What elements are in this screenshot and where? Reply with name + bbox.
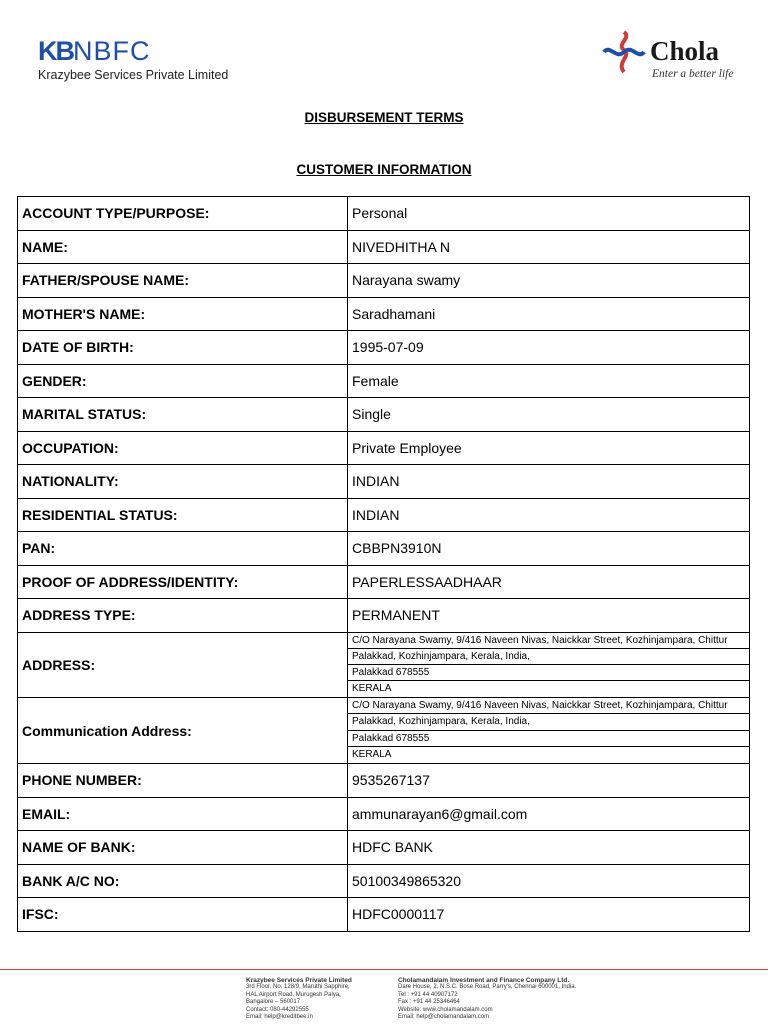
row-label: IFSC: <box>18 898 348 932</box>
footer-left-line: Email: help@kreditbee.in <box>246 1014 313 1021</box>
kb-logo-mark: KB <box>38 36 73 66</box>
address-row <box>18 632 750 698</box>
table-row <box>18 297 750 331</box>
section-title: CUSTOMER INFORMATION <box>296 162 472 177</box>
row-value: Saradhamani <box>348 297 750 331</box>
document-title: DISBURSEMENT TERMS <box>304 110 464 125</box>
krazybee-company-name: Krazybee Services Private Limited <box>38 68 229 82</box>
communication-address-line: Palakkad, Kozhinjampara, Kerala, India, <box>348 714 749 730</box>
row-value: HDFC0000117 <box>348 898 750 932</box>
address-line: Palakkad, Kozhinjampara, Kerala, India, <box>348 649 749 665</box>
row-label: NAME OF BANK: <box>18 831 348 865</box>
footer-left-heading: Krazybee Services Private Limited <box>246 977 352 984</box>
table-row <box>18 898 750 932</box>
table-row <box>18 599 750 633</box>
row-label: MOTHER'S NAME: <box>18 297 348 331</box>
row-value: Personal <box>348 197 750 231</box>
row-value: NIVEDHITHA N <box>348 230 750 264</box>
row-value: Female <box>348 364 750 398</box>
row-label: NAME: <box>18 230 348 264</box>
table-row <box>18 264 750 298</box>
table-row <box>18 565 750 599</box>
communication-address-row <box>18 698 750 764</box>
row-label: FATHER/SPOUSE NAME: <box>18 264 348 298</box>
row-value: Private Employee <box>348 431 750 465</box>
footer-divider <box>0 969 768 970</box>
row-value: 9535267137 <box>348 764 750 798</box>
chola-logo-name: Chola <box>650 36 720 66</box>
footer-left-line: 3rd Floor, No. 128/9, Maruthi Sapphire, <box>246 984 350 991</box>
row-value: PERMANENT <box>348 599 750 633</box>
row-label: PAN: <box>18 532 348 566</box>
row-value: CBBPN3910N <box>348 532 750 566</box>
footer-right-line: Tel : +91 44 40907172 <box>398 991 458 998</box>
row-label: PHONE NUMBER: <box>18 764 348 798</box>
address-label: ADDRESS: <box>18 632 348 698</box>
footer-right-line: Email: help@cholamandalam.com <box>398 1014 490 1021</box>
footer-right-line: Website: www.cholamandalam.com <box>398 1006 493 1013</box>
row-label: ACCOUNT TYPE/PURPOSE: <box>18 197 348 231</box>
table-row <box>18 764 750 798</box>
communication-address-label: Communication Address: <box>18 698 348 764</box>
footer-left-line: Contact: 080-44292555 <box>246 1006 309 1013</box>
row-label: MARITAL STATUS: <box>18 398 348 432</box>
footer-left-line: Bangalore – 560017 <box>246 999 301 1006</box>
row-value: PAPERLESSAADHAAR <box>348 565 750 599</box>
table-row <box>18 797 750 831</box>
chola-logo-icon <box>602 30 646 74</box>
table-row <box>18 831 750 865</box>
row-value: 50100349865320 <box>348 864 750 898</box>
communication-address-line: KERALA <box>352 748 392 760</box>
row-value: HDFC BANK <box>348 831 750 865</box>
row-label: OCCUPATION: <box>18 431 348 465</box>
footer-right-line: Fax : +91 44 25346464 <box>398 999 460 1006</box>
chola-tagline: Enter a better life <box>652 68 734 80</box>
row-label: EMAIL: <box>18 797 348 831</box>
table-row <box>18 331 750 365</box>
table-row <box>18 364 750 398</box>
table-row <box>18 197 750 231</box>
kb-logo-text: NBFC <box>73 36 151 66</box>
customer-info-table <box>17 196 750 932</box>
footer-left-line: HAL Airport Road, Murugesh Palya, <box>246 991 341 998</box>
kbnbfc-logo <box>38 36 151 67</box>
address-line: Palakkad 678555 <box>348 665 749 681</box>
row-label: PROOF OF ADDRESS/IDENTITY: <box>18 565 348 599</box>
communication-address-line: Palakkad 678555 <box>348 731 749 747</box>
row-label: DATE OF BIRTH: <box>18 331 348 365</box>
footer-cholamandalam <box>398 977 576 1021</box>
table-row <box>18 532 750 566</box>
table-row <box>18 465 750 499</box>
row-value: Narayana swamy <box>348 264 750 298</box>
communication-address-line: C/O Narayana Swamy, 9/416 Naveen Nivas, Naickkar Street, Kozhinjampara, Chittur <box>348 698 749 714</box>
table-row <box>18 864 750 898</box>
table-row <box>18 431 750 465</box>
row-label: NATIONALITY: <box>18 465 348 499</box>
row-value: INDIAN <box>348 498 750 532</box>
communication-address-value <box>348 698 750 764</box>
footer-right-heading: Cholamandalam Investment and Finance Company Ltd. <box>398 977 570 984</box>
row-value: INDIAN <box>348 465 750 499</box>
address-line: KERALA <box>352 683 392 695</box>
footer-krazybee <box>246 977 352 1021</box>
row-value: ammunarayan6@gmail.com <box>348 797 750 831</box>
table-row <box>18 498 750 532</box>
row-value: 1995-07-09 <box>348 331 750 365</box>
row-label: ADDRESS TYPE: <box>18 599 348 633</box>
table-row <box>18 230 750 264</box>
address-line: C/O Narayana Swamy, 9/416 Naveen Nivas, Naickkar Street, Kozhinjampara, Chittur <box>348 633 749 649</box>
row-label: GENDER: <box>18 364 348 398</box>
chola-logo <box>602 30 742 80</box>
address-value <box>348 632 750 698</box>
table-row <box>18 398 750 432</box>
row-label: RESIDENTIAL STATUS: <box>18 498 348 532</box>
row-label: BANK A/C NO: <box>18 864 348 898</box>
row-value: Single <box>348 398 750 432</box>
footer-right-line: Dare House, 2, N.S.C. Bose Road, Parry's, Chennai 600001, India. <box>398 984 577 991</box>
